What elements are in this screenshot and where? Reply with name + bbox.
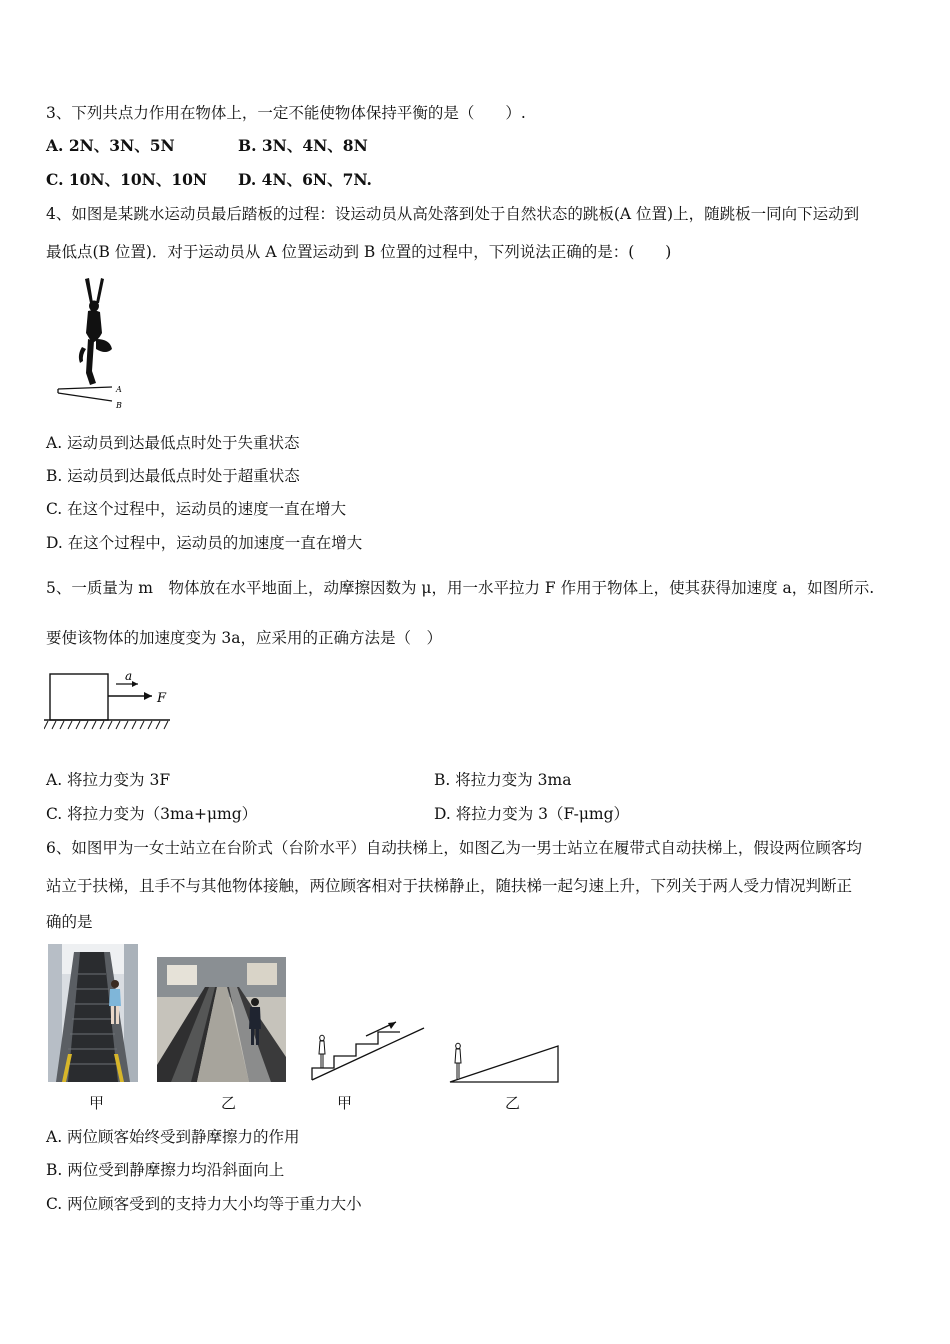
block-force-figure	[44, 666, 174, 734]
q6-option-c: C. 两位顾客受到的支持力大小均等于重力大小	[46, 1195, 362, 1213]
acceleration-label: a	[125, 669, 133, 683]
caption-diagram-yi: 乙	[505, 1094, 521, 1112]
q6-stem-line2: 站立于扶梯，且手不与其他物体接触，两位顾客相对于扶梯静止，随扶梯一起匀速上升，下列关于两人受力情况判断正	[46, 877, 853, 895]
q5-stem-line1: 5、一质量为 m 物体放在水平地面上，动摩擦因数为 μ，用一水平拉力 F 作用于物体上，使其获得加速度 a，如图所示.	[46, 579, 875, 597]
q6-option-a: A. 两位顾客始终受到静摩擦力的作用	[46, 1128, 300, 1146]
q6-option-b: B. 两位受到静摩擦力均沿斜面向上	[46, 1161, 285, 1179]
caption-photo-yi: 乙	[221, 1094, 237, 1112]
q5-option-a: A. 将拉力变为 3F	[46, 771, 171, 789]
diver-figure	[52, 275, 132, 415]
q4-stem-line1: 4、如图是某跳水运动员最后踏板的过程：设运动员从高处落到处于自然状态的跳板(A 位置)上，随跳板一同向下运动到	[46, 205, 860, 223]
q5-stem-line2: 要使该物体的加速度变为 3a，应采用的正确方法是（ ）	[46, 629, 443, 647]
escalator-photo-yi	[157, 957, 286, 1082]
point-b-label: B	[116, 401, 122, 410]
q5-option-d: D. 将拉力变为 3（F-μmg）	[434, 805, 630, 823]
q3-stem: 3、下列共点力作用在物体上，一定不能使物体保持平衡的是（ ）.	[46, 104, 526, 122]
escalator-photo-jia	[48, 944, 138, 1082]
q3-option-b: B. 3N、4N、8N	[238, 136, 368, 155]
caption-photo-jia: 甲	[89, 1094, 105, 1112]
q5-option-c: C. 将拉力变为（3ma+μmg）	[46, 805, 258, 823]
q5-option-b: B. 将拉力变为 3ma	[434, 771, 572, 789]
stair-escalator-diagram	[306, 1018, 430, 1084]
point-a-label: A	[116, 385, 122, 394]
incline-escalator-diagram	[446, 1036, 564, 1086]
caption-diagram-jia: 甲	[337, 1094, 353, 1112]
q4-stem-line2: 最低点(B 位置)．对于运动员从 A 位置运动到 B 位置的过程中，下列说法正确的是：( )	[46, 243, 672, 261]
q4-option-a: A. 运动员到达最低点时处于失重状态	[46, 434, 300, 452]
q6-stem-line3: 确的是	[46, 913, 93, 931]
q4-option-b: B. 运动员到达最低点时处于超重状态	[46, 467, 300, 485]
q4-option-c: C. 在这个过程中，运动员的速度一直在增大	[46, 500, 347, 518]
q4-option-d: D. 在这个过程中，运动员的加速度一直在增大	[46, 534, 363, 552]
q3-option-d: D. 4N、6N、7N.	[238, 170, 372, 189]
q3-option-c: C. 10N、10N、10N	[46, 170, 208, 189]
force-label: F	[157, 691, 167, 706]
q6-stem-line1: 6、如图甲为一女士站立在台阶式（台阶水平）自动扶梯上，如图乙为一男士站立在履带式自动扶梯上，假设两位顾客均	[46, 839, 862, 857]
q3-option-a: A. 2N、3N、5N	[46, 136, 175, 155]
